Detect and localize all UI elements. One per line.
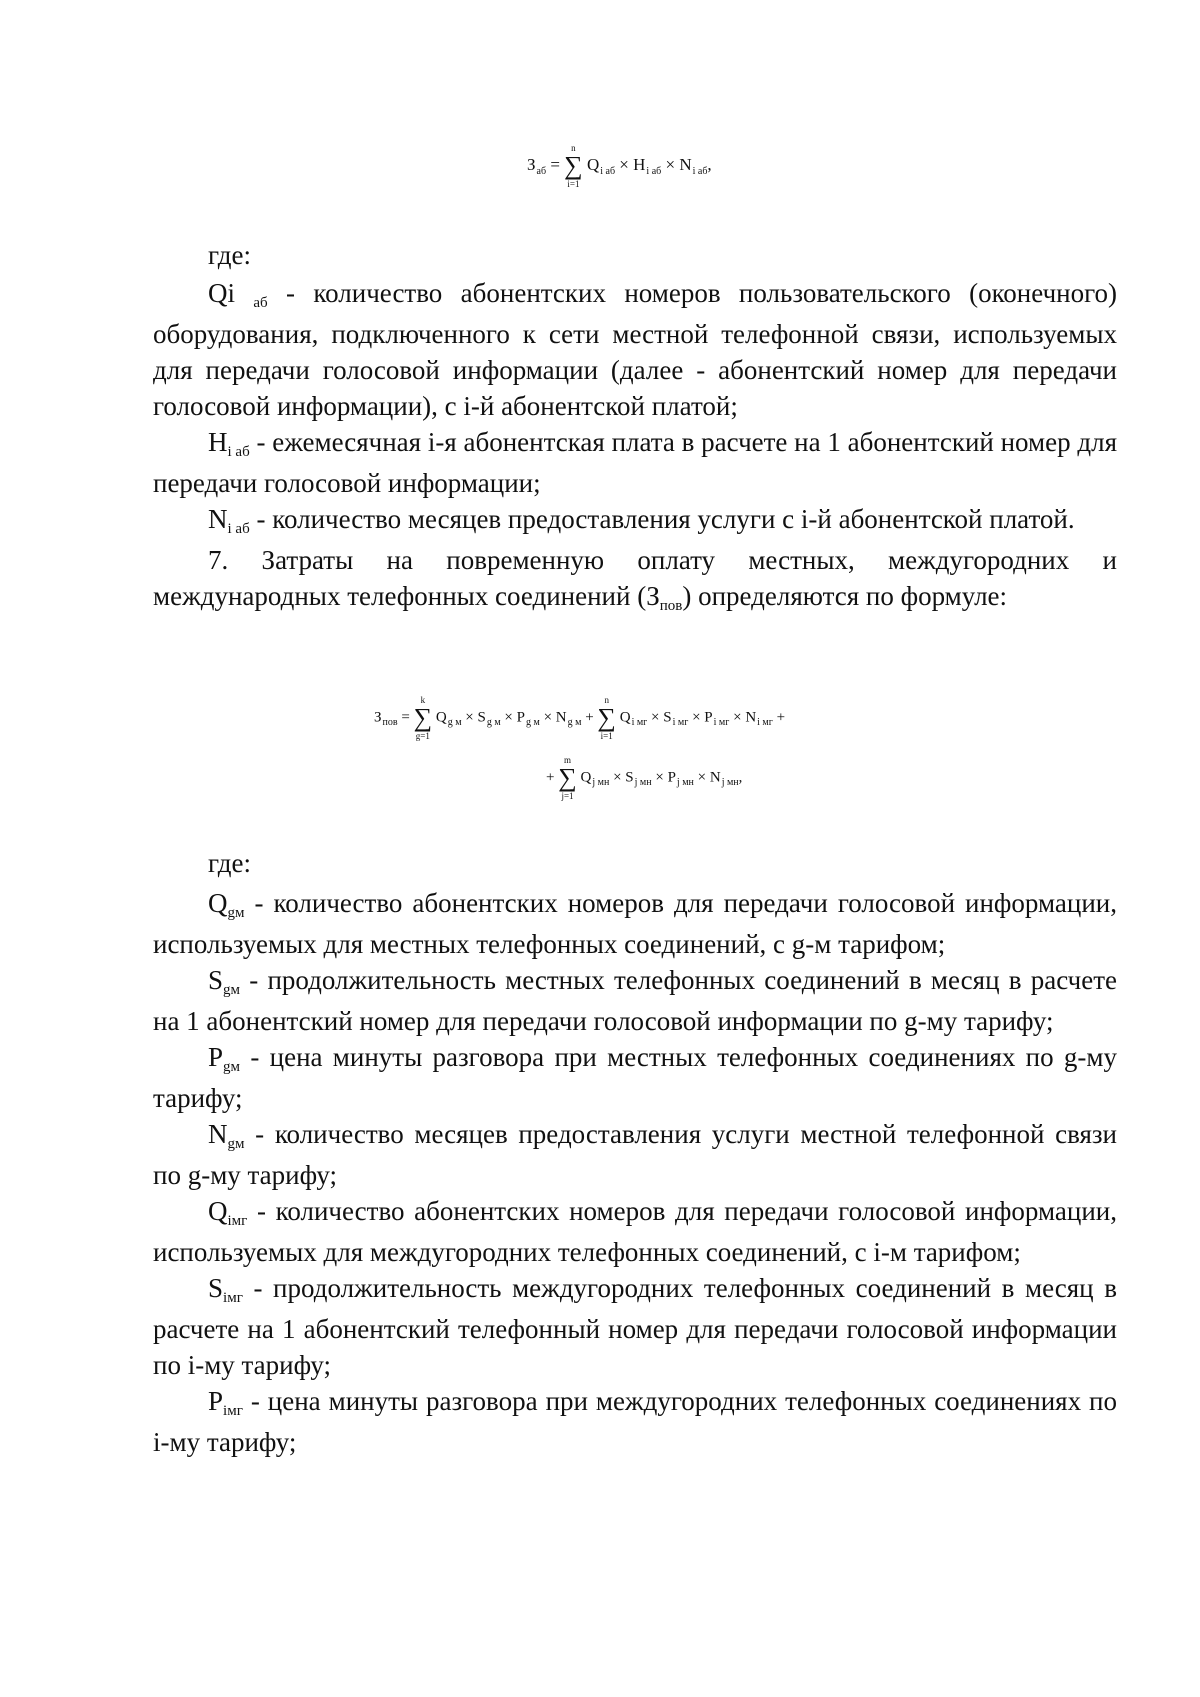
definition-paragraph: Qiмг - количество абонентских номеров для передачи голосовой информации, используемых для междугородних телефонных соединений, с i-м тарифом; <box>153 1196 1117 1267</box>
definition-paragraph: Qgм - количество абонентских номеров для передачи голосовой информации, используемых для местных телефонных соединений, с g-м тарифом; <box>153 888 1117 959</box>
where-label: где: <box>208 240 251 270</box>
formula-subscription-cost: $З_{аб}$ = n ∑ i=1 $Q_{i аб} \times H_{i аб} \times N_{i аб}$, <box>527 143 712 189</box>
definition-paragraph: Hi аб - ежемесячная i-я абонентская плата в расчете на 1 абонентский номер для передачи голосовой информации; <box>153 427 1117 498</box>
where-label: где: <box>208 848 251 878</box>
sum-symbol: m ∑ j=1 <box>558 755 577 801</box>
definition-paragraph: Qi аб - количество абонентских номеров пользовательского (оконечного) оборудования, подключенного к сети местной телефонной связи, используемых для передачи голосовой информации (далее - абонентский номер для передачи голосовой информации), с i-й абонентской платой; <box>153 278 1117 421</box>
formula-time-based-cost-line2: + m ∑ j=1 $Q_{j мн} \times S_{j мн} \times P_{j мн} \times N_{j мн}$, <box>546 755 743 801</box>
formula1-lhs: З <box>527 154 536 174</box>
definition-paragraph: Piмг - цена минуты разговора при междугородних телефонных соединениях по i-му тарифу; <box>153 1386 1117 1457</box>
sum-symbol: n ∑ i=1 <box>564 143 583 189</box>
definition-paragraph: Siмг - продолжительность междугородних телефонных соединений в месяц в расчете на 1 абонентский телефонный номер для передачи голосовой информации по i-му тарифу; <box>153 1273 1117 1380</box>
definitions-block-1 <box>153 275 1117 619</box>
sum-symbol: n ∑ i=1 <box>597 695 616 741</box>
definition-paragraph: Ni аб - количество месяцев предоставления услуги с i-й абонентской платой. <box>208 504 1075 537</box>
definition-paragraph: Pgм - цена минуты разговора при местных телефонных соединениях по g-му тарифу; <box>153 1042 1117 1113</box>
formula-time-based-cost-line1: $З_{пов}$ = k ∑ g=1 $Q_{g м} \times S_{g м} \times P_{g м} \times N_{g м}$ + n ∑ i=1 $Q_{i мг} \times S_{i мг} \times P_{i мг} \times N_{i мг}$ + <box>374 695 786 741</box>
definitions-block-2 <box>153 885 1117 1460</box>
definition-paragraph: Ngм - количество месяцев предоставления услуги местной телефонной связи по g-му тарифу; <box>153 1119 1117 1190</box>
definition-paragraph: Sgм - продолжительность местных телефонных соединений в месяц в расчете на 1 абонентский номер для передачи голосовой информации по g-му тарифу; <box>153 965 1117 1036</box>
item-7-paragraph: 7. Затраты на повременную оплату местных, междугородних и международных телефонных соединений (Зпов) определяются по формуле: <box>153 545 1117 614</box>
sum-symbol: k ∑ g=1 <box>413 695 433 741</box>
